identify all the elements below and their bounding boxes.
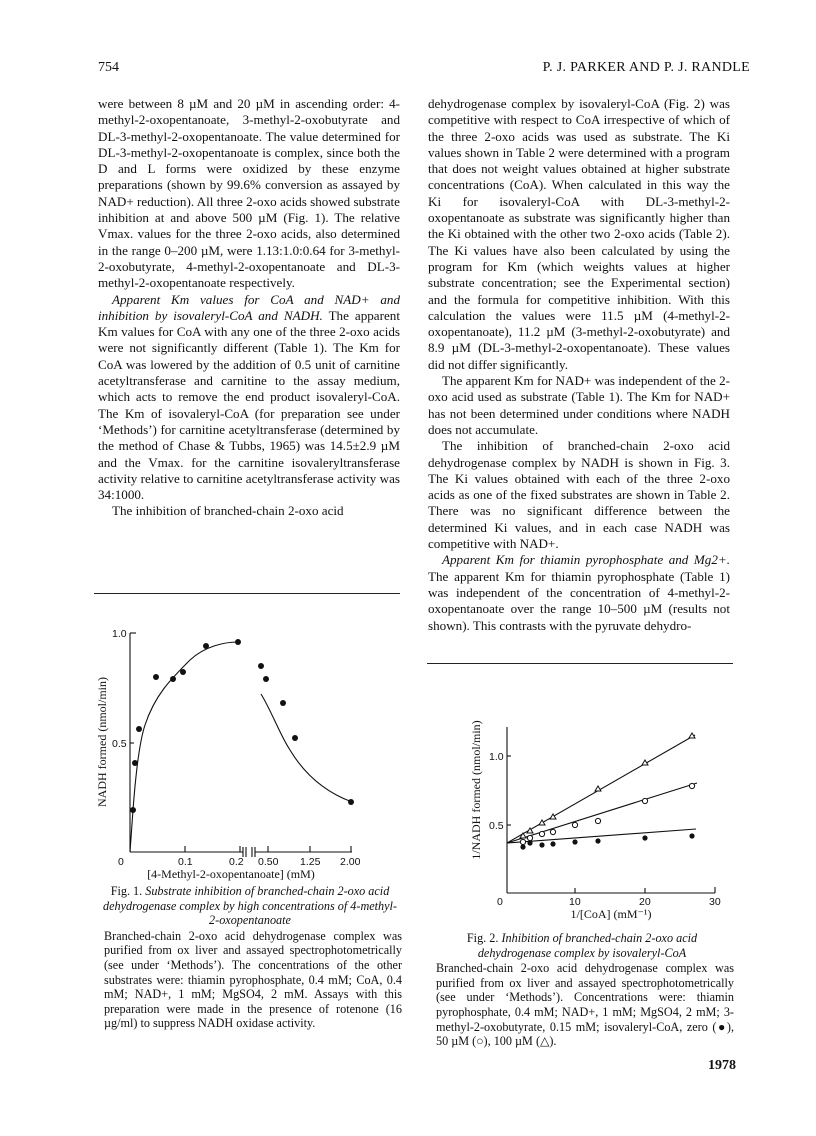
running-header <box>98 60 750 78</box>
y-axis-label: 1/NADH formed (nmol/min) <box>469 720 483 860</box>
paragraph: were between 8 µM and 20 µM in ascending order: 4-methyl-2-oxopentanoate, 3-methyl-2-oxobutyrate and DL-3-methyl-2-oxopentanoate. The value determined for DL-3-methyl-2-oxopentanoate is complex, since both the D and L forms were oxidized by these enzyme preparations (shown by 99.6% conversion as assayed by NAD+ reduction). All three 2-oxo acids showed substrate inhibition at and above 500 µM (Fig. 1). The relative Vmax. values for the three 2-oxo acids, also determined in the range 0–200 µM, were 1.13:1.0:0.64 for 3-methyl-2-oxobutyrate, 4-methyl-2-oxopentanoate and DL-3-methyl-2-oxopentanoate respectively. <box>98 96 400 291</box>
y-tick-label: 0.5 <box>489 820 504 832</box>
left-column-text <box>98 96 400 520</box>
x-tick-label: 2.00 <box>340 856 361 868</box>
x-tick-label: 10 <box>569 896 581 908</box>
paragraph: Apparent Km values for CoA and NAD+ and inhibition by isovaleryl-CoA and NADH. The apparent Km values for CoA with any one of the three 2-oxo acids were not significantly different (Table 1). The Km for CoA was lowered by the addition of 0.5 unit of carnitine acetyltransferase and carnitine to the assay medium, which acts to remove the end product isovaleryl-CoA. The Km of isovaleryl-CoA (for preparation see under ‘Methods’) for carnitine acetyltransferase (determined by the method of Chase & Tubbs, 1965) was 14.5±2.9 µM and the Vmax. for the carnitine isovaleryltransferase activity relative to carnitine acetyltransferase activity was 34:1000. <box>98 291 400 503</box>
x-tick-label: 0.2 <box>229 856 244 868</box>
running-head-authors: P. J. PARKER AND P. J. RANDLE <box>542 60 750 75</box>
x-tick-label: 20 <box>639 896 651 908</box>
x-axis-label: [4-Methyl-2-oxopentanoate] (mM) <box>147 867 315 881</box>
y-tick-label: 1.0 <box>112 628 127 640</box>
x-tick-label: 0.1 <box>178 856 193 868</box>
paragraph: Apparent Km for thiamin pyrophosphate and Mg2+. The apparent Km for thiamin pyrophosphate (Table 1) was independent of the concentration of 4-methyl-2-oxopentanoate over the range 10–500 µM (results not shown). This contrasts with the pyruvate dehydro- <box>428 552 730 633</box>
y-tick-label: 0.5 <box>112 738 127 750</box>
paragraph: The inhibition of branched-chain 2-oxo acid <box>112 503 344 519</box>
figure-1-caption <box>98 884 402 1031</box>
x-tick-label: 30 <box>709 896 721 908</box>
x-axis-label: 1/[CoA] (mM⁻¹) <box>570 907 652 921</box>
section-heading: Apparent Km values for CoA and NAD+ and inhibition by isovaleryl-CoA and NADH. <box>98 291 400 323</box>
x-tick-label: 1.25 <box>300 856 321 868</box>
caption-body: Branched-chain 2-oxo acid dehydrogenase complex was purified from ox liver and assayed spectrophotometrically (see under ‘Methods’). The concentrations of the other substrates were: thiamin pyrophosphate, 0.4 mM; CoA, 0.4 mM; NAD+, 1 mM; MgSO4, 2 mM. Assays with this preparation were made in the presence of rotenone (16 µg/ml) to suppress NADH oxidase activity. <box>104 928 402 1031</box>
paragraph: The inhibition of branched-chain 2-oxo acid dehydrogenase complex by NADH is shown in Fig. 3. The Ki values obtained with each of the three 2-oxo acids as one of the fixed substrates are shown in Table 2. There was no significant difference between the determined Ki values, and in each case NADH was competitive with NAD+. <box>428 438 730 552</box>
y-axis-label: NADH formed (nmol/min) <box>95 677 109 807</box>
paragraph: dehydrogenase complex by isovaleryl-CoA (Fig. 2) was competitive with respect to CoA irrespective of which of the three 2-oxo acids was used as substrate. The Ki values shown in Table 2 were determined with a program that does not weight values obtained at higher substrate concentrations (CoA). When calculated in this way the Ki for isovaleryl-CoA with DL-3-methyl-2-oxopentanoate as substrate was significantly higher than the Ki obtained with the other two 2-oxo acids (Table 2). The Ki values have also been calculated by using the program for Km (which weights values at higher substrate concentration; see the Experimental section) and the formula for competitive inhibition. With this calculation the values were 11.5 µM (4-methyl-2-oxopentanoate), 11.2 µM (3-methyl-2-oxobutyrate) and 8.9 µM (DL-3-methyl-2-oxopentanoate). These values did not differ significantly. <box>428 96 730 372</box>
caption-body: Branched-chain 2-oxo acid dehydrogenase complex was purified from ox liver and assayed spectrophotometrically (see under ‘Methods’). Concentrations were: thiamin pyrophosphate, 0.4 mM; NAD+, 1 mM; MgSO4, 2 mM; 3-methyl-2-oxobutyrate, 0.15 mM; isovaleryl-CoA, zero (●), 50 µM (○), 100 µM (△). <box>436 961 734 1049</box>
x-tick-label: 0 <box>497 896 503 908</box>
y-tick-label: 1.0 <box>489 751 504 763</box>
figure-2-chart <box>460 690 740 921</box>
folio-year: 1978 <box>708 1058 736 1073</box>
right-column-text <box>428 96 730 634</box>
paragraph: The apparent Km for NAD+ was independent of the 2-oxo acid used as substrate (Table 1). The Km for NAD+ has not been determined under conditions where NADH does not accumulate. <box>428 373 730 437</box>
figure-label: Fig. 2. <box>466 931 499 945</box>
page-number: 754 <box>98 60 119 75</box>
figure-1-chart <box>90 610 370 880</box>
figure-title: Fig. 2. Inhibition of branched-chain 2-oxo acid dehydrogenase complex by isovaleryl-CoA <box>466 931 698 960</box>
x-tick-label: 0.50 <box>258 856 279 868</box>
figure-divider-rule <box>427 663 733 664</box>
x-tick-label: 0 <box>118 856 124 868</box>
figure-2-caption <box>430 931 734 1049</box>
figure-divider-rule <box>94 593 400 594</box>
figure-label: Fig. 1. <box>110 884 143 898</box>
section-heading: Apparent Km for thiamin pyrophosphate and Mg2+. <box>442 552 730 568</box>
figure-title: Fig. 1. Substrate inhibition of branched-chain 2-oxo acid dehydrogenase complex by high concentrations of 4-methyl-2-oxopentanoate <box>103 884 397 928</box>
